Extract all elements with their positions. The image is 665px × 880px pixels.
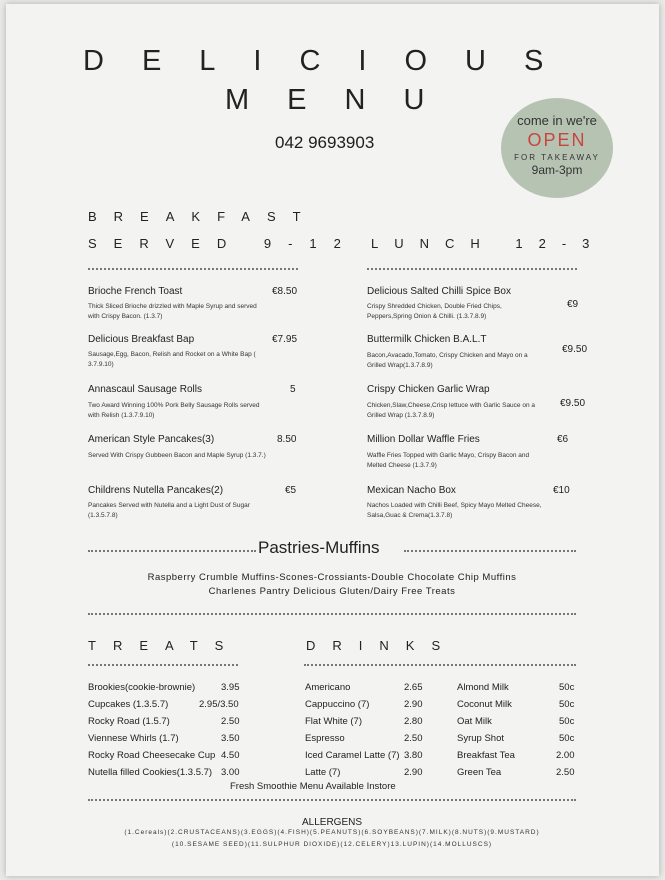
list-item-desc: Served With Crispy Gubbeen Bacon and Maple Syrup (1.3.7.) <box>88 452 266 459</box>
allergens-line1: (1.Cereals)(2.CRUSTACEANS)(3.EGGS)(4.FISH)(5.PEANUTS)(6.SOYBEANS)(7.MILK)(8.NUTS)(9.MUSTARD) <box>124 829 540 836</box>
allergens-heading: ALLERGENS <box>301 817 363 828</box>
list-item-price: €6 <box>557 434 569 445</box>
list-item-price: 2.00 <box>556 750 575 761</box>
menu-title-line2: MENU <box>225 84 463 116</box>
list-item-price: 2.80 <box>404 716 423 727</box>
smoothie-note: Fresh Smoothie Menu Available Instore <box>230 781 396 792</box>
list-item-price: 4.50 <box>221 750 240 761</box>
list-item-desc: Pancakes Served with Nutella and a Light Dust of Sugar (1.3.5.7.8) <box>88 502 250 519</box>
breakfast-divider <box>88 268 298 270</box>
breakfast-hours: SERVED 9-12 <box>88 236 358 251</box>
list-item-name: Espresso <box>305 733 345 744</box>
badge-open: OPEN <box>527 130 587 150</box>
badge-takeaway: FOR TAKEAWAY <box>514 153 600 162</box>
list-item-price: 50c <box>559 682 575 693</box>
list-item-price: 3.00 <box>221 767 240 778</box>
list-item-price: €9 <box>567 299 579 310</box>
list-item-price: 3.50 <box>221 733 240 744</box>
list-item-price: 3.95 <box>221 682 240 693</box>
list-item-price: 3.80 <box>404 750 423 761</box>
list-item-price: 2.50 <box>221 716 240 727</box>
list-item-name: Delicious Salted Chilli Spice Box <box>367 286 511 297</box>
list-item-name: Oat Milk <box>457 716 492 727</box>
list-item-name: Breakfast Tea <box>457 750 515 761</box>
list-item-name: Latte (7) <box>305 767 341 778</box>
pastries-divider-left <box>88 550 256 552</box>
treats-heading: TREATS <box>88 638 241 653</box>
list-item-desc: Chicken,Slaw,Cheese,Crisp lettuce with Garlic Sauce on a Grilled Wrap (1.3.7.8.9) <box>367 402 535 419</box>
list-item-desc: Crispy Shredded Chicken, Double Fried Chips, Peppers,Spring Onion & Chilli. (1.3.7.8.9) <box>367 303 502 320</box>
list-item-name: Viennese Whirls (1.7) <box>88 733 179 744</box>
list-item-price: €5 <box>285 485 297 496</box>
pastries-bottom-divider <box>88 613 576 615</box>
list-item-desc: Nachos Loaded with Chilli Beef, Spicy Mayo Melted Cheese, Salsa,Guac & Crema(1.3.7.8) <box>367 502 542 519</box>
list-item-name: Brookies(cookie-brownie) <box>88 682 196 693</box>
list-item-price: 2.95/3.50 <box>199 699 239 710</box>
list-item-name: Annascaul Sausage Rolls <box>88 384 202 395</box>
list-item-name: Million Dollar Waffle Fries <box>367 434 480 445</box>
list-item-name: Mexican Nacho Box <box>367 485 456 496</box>
breakfast-heading: BREAKFAST <box>88 209 318 224</box>
allergens-line2: (10.SESAME SEED)(11.SULPHUR DIOXIDE)(12.CELERY)13.LUPIN)(14.MOLLUSCS) <box>171 841 493 848</box>
list-item-price: 2.50 <box>404 733 423 744</box>
badge-hours: 9am-3pm <box>531 163 583 177</box>
menu-title-line1: DELICIOUS <box>83 45 582 77</box>
lunch-divider <box>367 268 577 270</box>
list-item-desc: Two Award Winning 100% Pork Belly Sausage Rolls served with Relish (1.3.7.9.10) <box>88 402 260 419</box>
drinks-heading: DRINKS <box>306 638 458 653</box>
list-item-price: 2.65 <box>404 682 423 693</box>
list-item-price: €7.95 <box>272 334 298 345</box>
list-item-name: Flat White (7) <box>305 716 363 727</box>
list-item-name: Iced Caramel Latte (7) <box>305 750 400 761</box>
list-item-price: €9.50 <box>562 344 588 355</box>
list-item-desc: Bacon,Avacado,Tomato, Crispy Chicken and Mayo on a Grilled Wrap(1.3.7.8.9) <box>367 352 528 369</box>
list-item-name: Green Tea <box>457 767 502 778</box>
list-item-name: Syrup Shot <box>457 733 504 744</box>
list-item-name: Americano <box>305 682 351 693</box>
list-item-price: 5 <box>290 384 296 395</box>
list-item-price: €10 <box>553 485 570 496</box>
list-item-name: Almond Milk <box>457 682 509 693</box>
badge-line1: come in we're <box>517 113 597 128</box>
pastries-heading: Pastries-Muffins <box>258 538 380 557</box>
list-item-price: 2.50 <box>556 767 575 778</box>
list-item-name: Crispy Chicken Garlic Wrap <box>367 384 490 395</box>
list-item-price: 8.50 <box>277 434 297 445</box>
pastries-line2: Charlenes Pantry Delicious Gluten/Dairy Free Treats <box>208 586 456 597</box>
list-item-price: 50c <box>559 699 575 710</box>
list-item-name: American Style Pancakes(3) <box>88 434 215 445</box>
list-item-price: 50c <box>559 716 575 727</box>
list-item-name: Cappuccino (7) <box>305 699 370 710</box>
list-item-name: Brioche French Toast <box>88 286 183 297</box>
list-item-price: €8.50 <box>272 286 298 297</box>
list-item-name: Buttermilk Chicken B.A.L.T <box>367 334 487 345</box>
list-item-price: 2.90 <box>404 699 423 710</box>
list-item-name: Nutella filled Cookies(1.3.5.7) <box>88 767 213 778</box>
list-item-desc: Waffle Fries Topped with Garlic Mayo, Crispy Bacon and Melted Cheese (1.3.7.9) <box>367 452 530 469</box>
list-item-name: Childrens Nutella Pancakes(2) <box>88 485 224 496</box>
phone-number: 042 9693903 <box>275 133 375 152</box>
footer-divider <box>88 799 576 801</box>
open-badge <box>501 98 613 198</box>
list-item-name: Coconut Milk <box>457 699 512 710</box>
lunch-heading: LUNCH 12-3 <box>371 236 606 251</box>
list-item-name: Rocky Road Cheesecake Cup <box>88 750 216 761</box>
list-item-name: Delicious Breakfast Bap <box>88 334 195 345</box>
list-item-price: 2.90 <box>404 767 423 778</box>
list-item-name: Rocky Road (1.5.7) <box>88 716 170 727</box>
drinks-divider <box>304 664 576 666</box>
pastries-line1: Raspberry Crumble Muffins-Scones-Crossiants-Double Chocolate Chip Muffins <box>147 572 517 583</box>
list-item-price: €9.50 <box>560 398 586 409</box>
list-item-desc: Thick Sliced Brioche drizzled with Maple Syrup and served with Crispy Bacon. (1.3.7) <box>88 303 257 320</box>
treats-divider <box>88 664 238 666</box>
list-item-price: 50c <box>559 733 575 744</box>
pastries-divider-right <box>404 550 576 552</box>
list-item-name: Cupcakes (1.3.5.7) <box>88 699 169 710</box>
list-item-desc: Sausage,Egg, Bacon, Relish and Rocket on a White Bap ( 3.7.9.10) <box>88 351 256 368</box>
